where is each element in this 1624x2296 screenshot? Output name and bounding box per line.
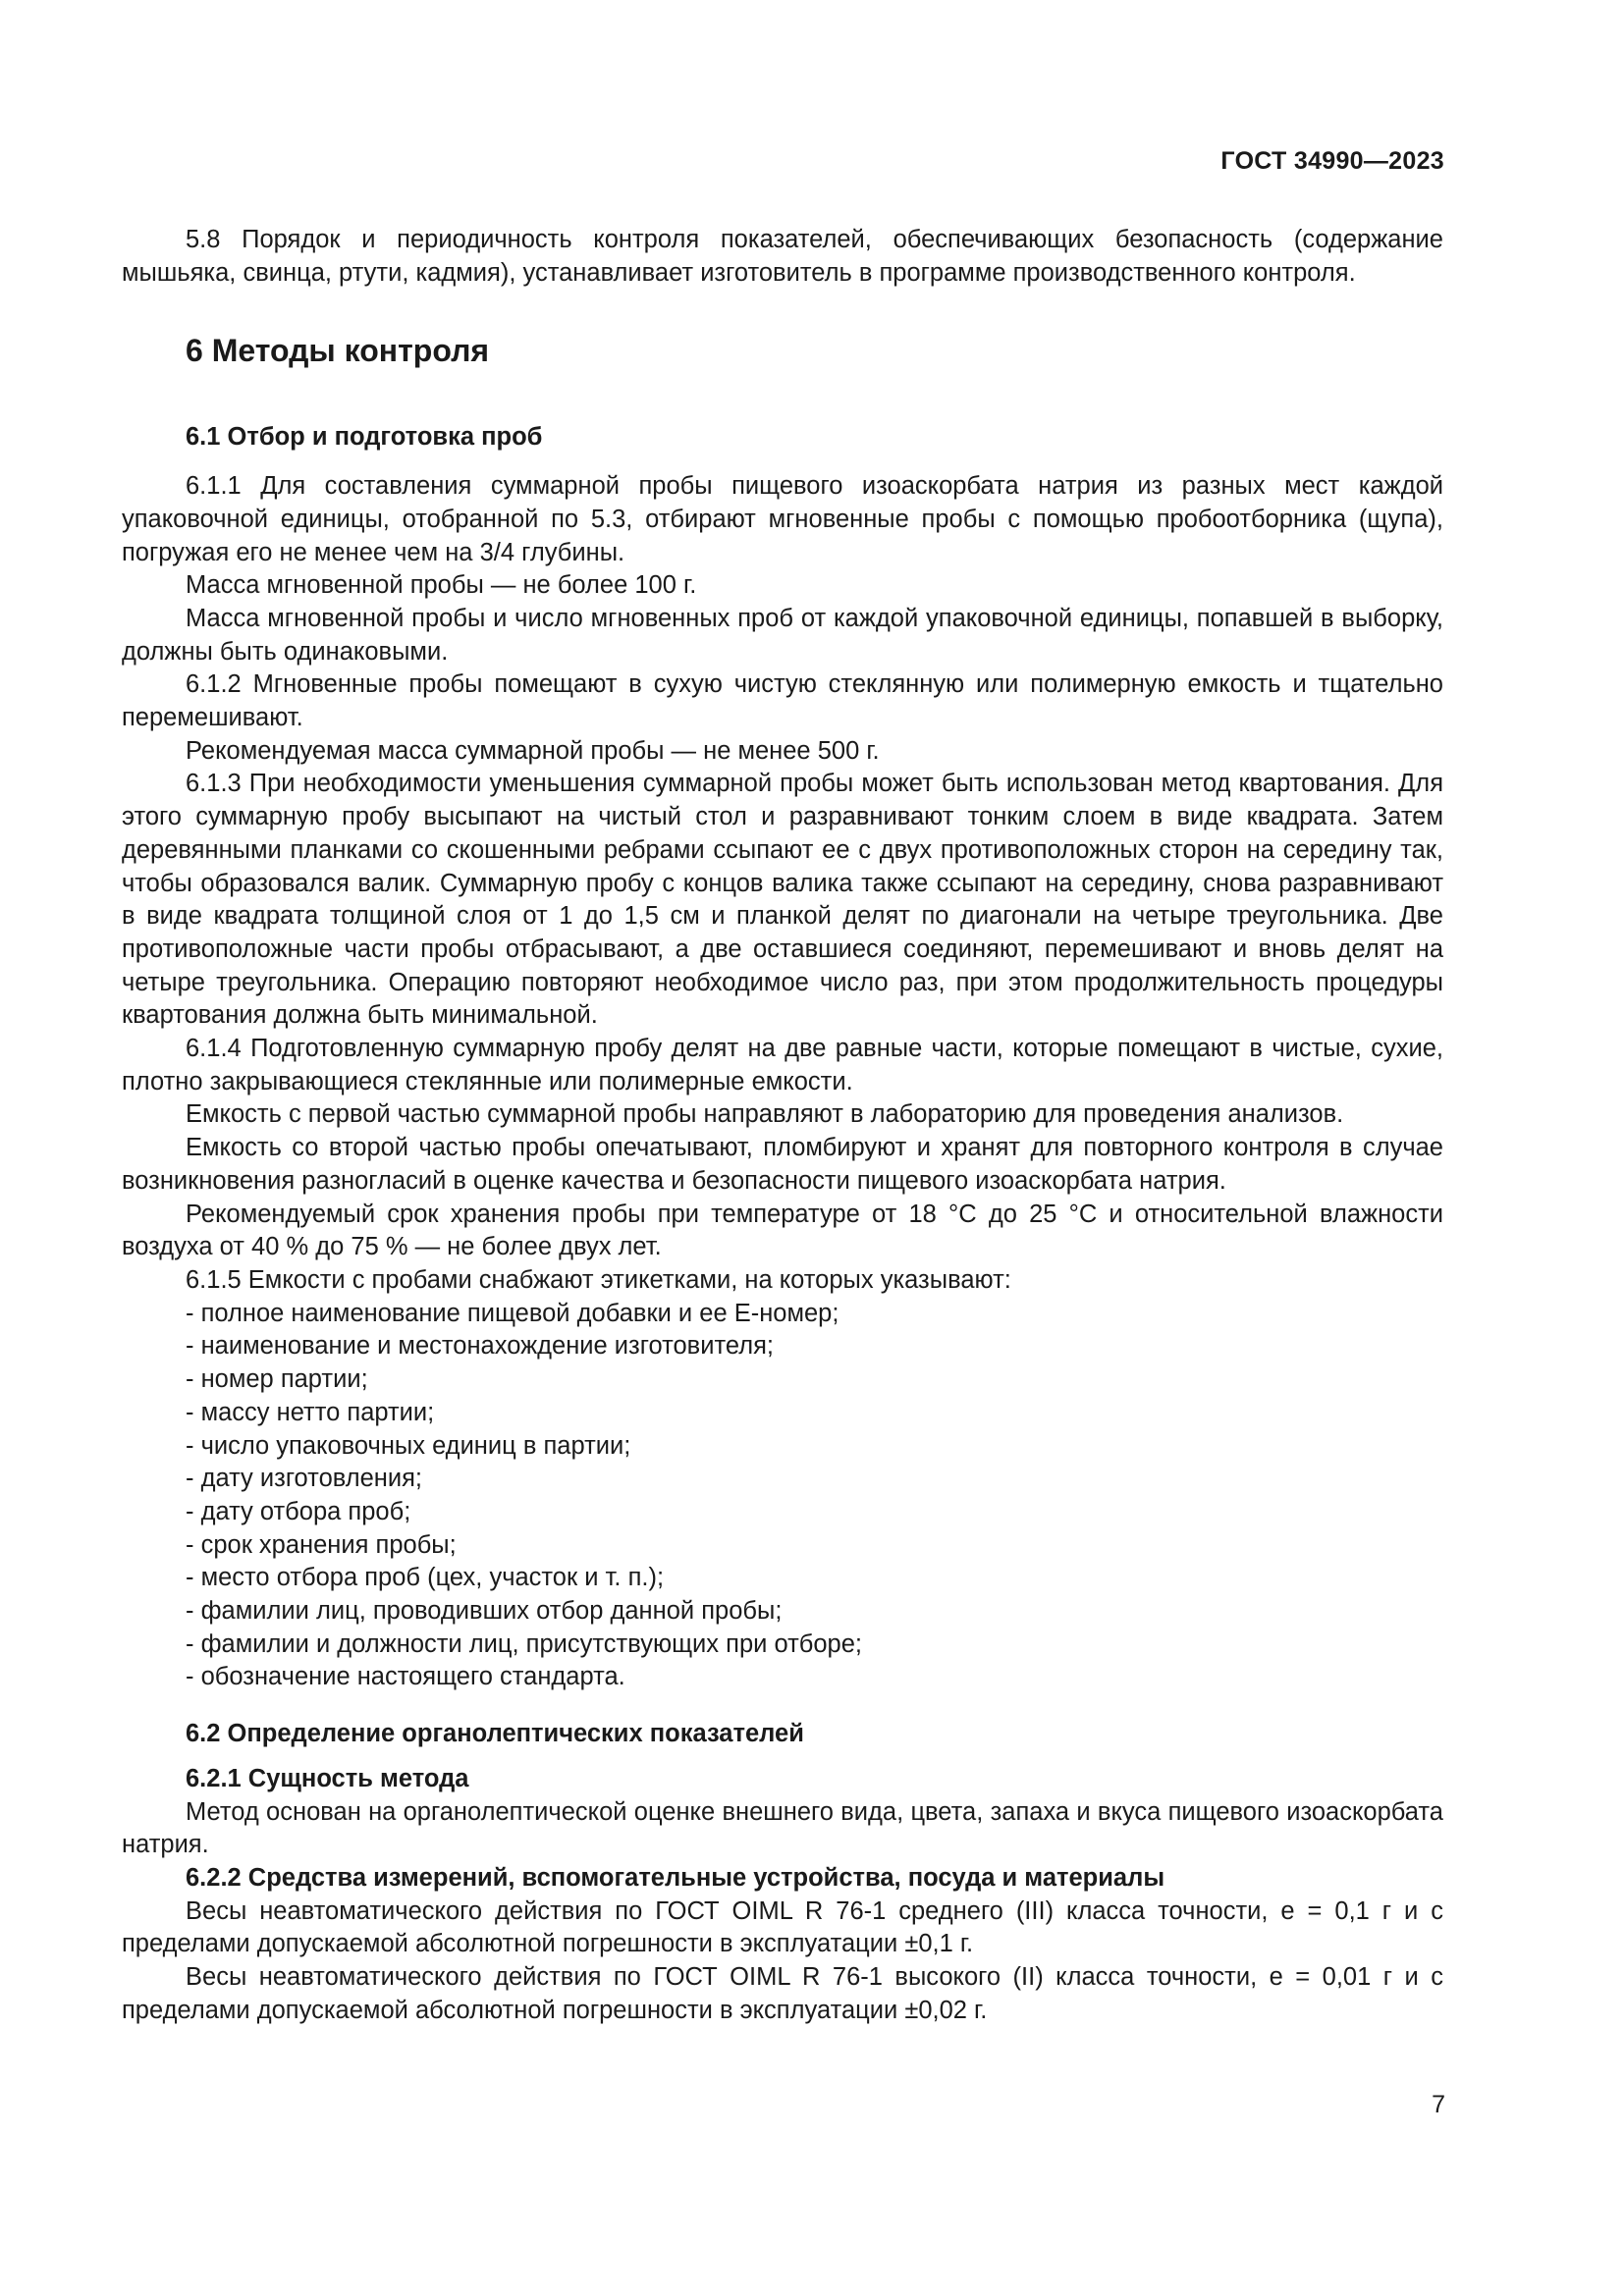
paragraph-6-1-3: 6.1.3 При необходимости уменьшения суммарной пробы может быть использован метод квартования. Для этого суммарную пробу высыпают на чистый стол и разравнивают тонким слоем в виде квадрата. Затем деревянными планками со скошенными ребрами ссыпают ее с двух противоположных сторон на середину так, чтобы образовался валик. Суммарную пробу с концов валика также ссыпают на середину, снова разравнивают в виде квадрата толщиной слоя от 1 до 1,5 см и планкой делят по диагонали на четыре треугольника. Две противоположные части пробы отбрасывают, а две оставшиеся соединяют, перемешивают и вновь делят на четыре треугольника. Операцию повторяют необходимое число раз, при этом продолжительность процедуры квартования должна быть минимальной. xyxy=(122,770,1443,1030)
paragraph-mass-1: Масса мгновенной пробы — не более 100 г. xyxy=(186,571,697,600)
list-item: - фамилии и должности лиц, присутствующих при отборе; xyxy=(186,1629,862,1658)
list-item: - номер партии; xyxy=(186,1365,368,1394)
subsection-6-2-heading: 6.2 Определение органолептических показателей xyxy=(186,1720,804,1748)
label-items-list xyxy=(122,1298,1443,1694)
subsection-6-2-1-heading: 6.2.1 Сущность метода xyxy=(186,1764,469,1792)
list-item: - массу нетто партии; xyxy=(186,1398,435,1426)
paragraph-6-1-2: 6.1.2 Мгновенные пробы помещают в сухую чистую стеклянную или полимерную емкость и тщательно перемешивают. xyxy=(122,670,1443,732)
paragraph-6-1-1: 6.1.1 Для составления суммарной пробы пищевого изоаскорбата натрия из разных мест каждой упаковочной единицы, отобранной по 5.3, отбирают мгновенные пробы с помощью пробоотборника (щупа), погружая его не менее чем на 3/4 глубины. xyxy=(122,472,1443,566)
paragraph-6-1-5: 6.1.5 Емкости с пробами снабжают этикетками, на которых указывают: xyxy=(186,1265,1011,1294)
list-item: - срок хранения пробы; xyxy=(186,1530,457,1559)
paragraph-6-2-1: Метод основан на органолептической оценке внешнего вида, цвета, запаха и вкуса пищевого изоаскорбата натрия. xyxy=(122,1797,1443,1859)
list-item: - дату отбора проб; xyxy=(186,1497,411,1525)
paragraph-5-8: 5.8 Порядок и периодичность контроля показателей, обеспечивающих безопасность (содержание мышьяка, свинца, ртути, кадмия), устанавливает изготовитель в программе производственного контроля. xyxy=(122,226,1443,287)
list-item: - наименование и местонахождение изготовителя; xyxy=(186,1332,774,1361)
page-number: 7 xyxy=(1432,2091,1445,2118)
section-6-heading: 6 Методы контроля xyxy=(186,333,490,369)
list-item: - число упаковочных единиц в партии; xyxy=(186,1431,631,1460)
subsection-6-2-2-heading: 6.2.2 Средства измерений, вспомогательные устройства, посуда и материалы xyxy=(186,1863,1165,1892)
paragraph-mass-2: Масса мгновенной пробы и число мгновенных проб от каждой упаковочной единицы, попавшей в выборку, должны быть одинаковыми. xyxy=(122,604,1443,666)
list-item: - фамилии лиц, проводивших отбор данной пробы; xyxy=(186,1597,783,1626)
paragraph-scales-2: Весы неавтоматического действия по ГОСТ OIML R 76-1 высокого (II) класса точности, е = 0,01 г и с пределами допускаемой абсолютной погрешности в эксплуатации ±0,02 г. xyxy=(122,1963,1443,2024)
list-item: - дату изготовления; xyxy=(186,1465,422,1493)
page-body xyxy=(122,224,1443,2027)
paragraph-recommended-mass: Рекомендуемая масса суммарной пробы — не менее 500 г. xyxy=(186,736,880,765)
list-item: - полное наименование пищевой добавки и ее Е-номер; xyxy=(186,1299,839,1327)
paragraph-container-1: Емкость с первой частью суммарной пробы направляют в лабораторию для проведения анализов. xyxy=(186,1100,1344,1129)
paragraph-container-2: Емкость со второй частью пробы опечатывают, пломбируют и хранят для повторного контроля в случае возникновения разногласий в оценке качества и безопасности пищевого изоаскорбата натрия. xyxy=(122,1134,1443,1195)
standard-header: ГОСТ 34990—2023 xyxy=(1220,147,1444,175)
paragraph-scales-1: Весы неавтоматического действия по ГОСТ OIML R 76-1 среднего (III) класса точности, е = 0,1 г и с пределами допускаемой абсолютной погрешности в эксплуатации ±0,1 г. xyxy=(122,1896,1443,1958)
list-item: - обозначение настоящего стандарта. xyxy=(186,1663,625,1691)
subsection-6-1-heading: 6.1 Отбор и подготовка проб xyxy=(186,423,543,452)
paragraph-6-1-4: 6.1.4 Подготовленную суммарную пробу делят на две равные части, которые помещают в чистые, сухие, плотно закрывающиеся стеклянные или полимерные емкости. xyxy=(122,1035,1443,1095)
paragraph-storage: Рекомендуемый срок хранения пробы при температуре от 18 °С до 25 °С и относительной влажности воздуха от 40 % до 75 % — не более двух лет. xyxy=(122,1200,1443,1261)
list-item: - место отбора проб (цех, участок и т. п.); xyxy=(186,1564,665,1592)
